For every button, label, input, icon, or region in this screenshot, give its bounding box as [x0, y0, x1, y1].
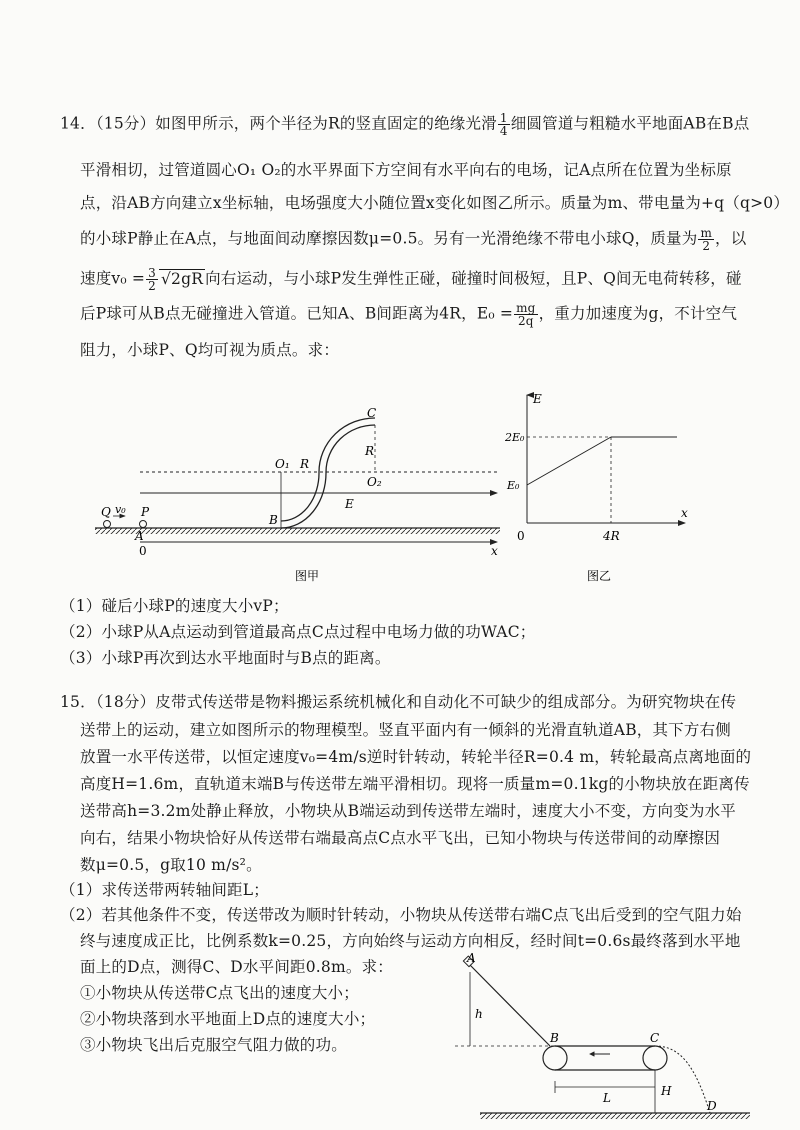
label-b-15: B	[550, 1031, 559, 1045]
label-2e0: 2E₀	[505, 431, 525, 444]
q15-sub-2-line-1: （2）若其他条件不变，传送带改为顺时针转动，小物块从传送带右端C点飞出后受到的空气阻力始	[60, 906, 742, 924]
lower-pipe-inner	[281, 472, 319, 521]
speed-fraction: $\frac{3}{2}$	[148, 266, 156, 293]
label-h-upper: H	[661, 1084, 672, 1098]
figure-jia	[95, 400, 515, 585]
label-l: L	[603, 1091, 611, 1105]
incline-ab	[470, 965, 550, 1046]
label-e0: E₀	[507, 479, 520, 492]
label-o2: O₂	[367, 475, 382, 489]
q14-line-2: 平滑相切，过管道圆心O₁ O₂的水平界面下方空间有水平向右的电场，记A点所在位置为坐标原	[80, 161, 732, 179]
figure-conveyor	[455, 950, 755, 1125]
label-r-upper: R	[365, 444, 375, 458]
field-fraction: $\frac{mg}{2q}$	[516, 301, 536, 328]
q14-sub-3: （3）小球P再次到达水平地面时与B点的距离。	[60, 649, 391, 667]
q15-sub-2-i: ①小物块从传送带C点飞出的速度大小；	[80, 984, 359, 1002]
q14-line-1-b: 细圆管道与粗糙水平地面AB在B点	[510, 114, 750, 133]
q15-line-4: 高度H=1.6m，直轨道末端B与传送带左端平滑相切。现将一质量m=0.1kg的小物块放在距离传	[80, 775, 750, 793]
label-c: C	[367, 406, 377, 420]
q14-line-6-a: 后P球可从B点无碰撞进入管道。已知A、B间距离为4R，E₀ =	[80, 304, 514, 323]
q14-line-1-a: 14．（15分）如图甲所示，两个半径为R的竖直固定的绝缘光滑	[60, 114, 497, 133]
q14-line-4-a: 的小球P静止在A点，与地面间动摩擦因数μ=0.5。另有一光滑绝缘不带电小球Q，质量为	[80, 229, 698, 248]
q15-sub-2-line-2: 终与速度成正比，比例系数k=0.25，方向始终与运动方向相反，经时间t=0.6s最终落到水平地	[80, 932, 741, 950]
q14-line-5-b: 向右运动，与小球P发生弹性正碰，碰撞时间极短，且P、Q间无电荷转移，碰	[205, 269, 742, 288]
label-o1: O₁	[275, 457, 290, 471]
q14-line-4-b: ，以	[715, 229, 747, 248]
label-p: P	[141, 505, 150, 519]
q15-line-5: 送带高h=3.2m处静止释放，小物块从B端运动到传送带左端时，速度大小不变，方向变为水平	[80, 802, 737, 820]
label-origin-yi: 0	[517, 529, 525, 543]
q14-line-1	[60, 112, 749, 137]
q15-line-2: 送带上的运动，建立如图所示的物理模型。竖直平面内有一倾斜的光滑直轨道AB，其下方右侧	[80, 721, 731, 739]
wheel-left	[543, 1046, 567, 1070]
label-a: A	[135, 529, 144, 543]
q14-sub-2: （2）小球P从A点运动到管道最高点C点过程中电场力做的功WAC；	[60, 623, 536, 641]
q14-line-6	[80, 302, 737, 327]
q15-sub-2-iii: ③小物块飞出后克服空气阻力做的功。	[80, 1036, 347, 1054]
q14-line-6-b: ，重力加速度为g，不计空气	[538, 304, 738, 323]
label-origin: 0	[139, 544, 147, 558]
q15-line-1: 15．（18分）皮带式传送带是物料搬运系统机械化和自动化不可缺少的组成部分。为研究物块在传	[60, 693, 737, 711]
label-c-15: C	[650, 1031, 660, 1045]
q14-line-5-a: 速度v₀ =	[80, 269, 146, 288]
figure-yi	[505, 385, 705, 585]
q15-line-3: 放置一水平传送带，以恒定速度v₀=4m/s逆时针转动，转轮半径R=0.4 m，转轮最高点离地面的	[80, 748, 752, 766]
label-d: D	[707, 1099, 717, 1113]
caption-jia: 图甲	[295, 569, 320, 583]
q14-line-5	[80, 267, 742, 292]
ground-hatch-15	[480, 1113, 750, 1119]
q15-line-6: 向右，结果小物块恰好从传送带右端最高点C点水平飞出，已知小物块与传送带间的动摩擦因	[80, 829, 721, 847]
ball-p	[140, 521, 147, 528]
quarter-fraction: $\frac{1}{4}$	[499, 111, 508, 138]
q14-line-7: 阻力，小球P、Q均可视为质点。求：	[80, 341, 340, 359]
wheel-right	[643, 1046, 667, 1070]
ball-q	[104, 521, 111, 528]
label-b: B	[269, 513, 278, 527]
q15-sub-2-line-3: 面上的D点，测得C、D水平间距0.8m。求：	[80, 958, 393, 976]
label-a-15: A	[467, 951, 476, 965]
e-line-ramp	[527, 437, 611, 485]
q14-sub-1: （1）碰后小球P的速度大小vP；	[60, 597, 289, 615]
label-q: Q	[101, 505, 111, 519]
sqrt-expression: √2gR	[160, 269, 204, 288]
ground-hatch	[95, 528, 500, 534]
label-4r: 4R	[603, 529, 620, 543]
mass-fraction: $\frac{m}{2}$	[700, 226, 713, 253]
label-x: x	[491, 544, 498, 558]
q15-line-7: 数μ=0.5，g取10 m/s²。	[80, 856, 262, 874]
q14-line-3: 点，沿AB方向建立x坐标轴，电场强度大小随位置x变化如图乙所示。质量为m、带电量为+q（q>0）	[80, 194, 790, 212]
q15-sub-2-ii: ②小物块落到水平地面上D点的速度大小；	[80, 1010, 376, 1028]
caption-yi: 图乙	[587, 569, 612, 583]
label-e: E	[345, 497, 354, 511]
label-h: h	[475, 1007, 483, 1021]
q14-line-4	[80, 227, 746, 252]
label-x-yi: x	[681, 506, 688, 520]
trajectory-cd	[655, 1046, 710, 1113]
q15-sub-1: （1）求传送带两转轴间距L；	[60, 881, 269, 899]
label-r-lower: R	[300, 457, 310, 471]
label-e-axis: E	[533, 392, 542, 406]
label-v0: v₀	[115, 503, 126, 516]
